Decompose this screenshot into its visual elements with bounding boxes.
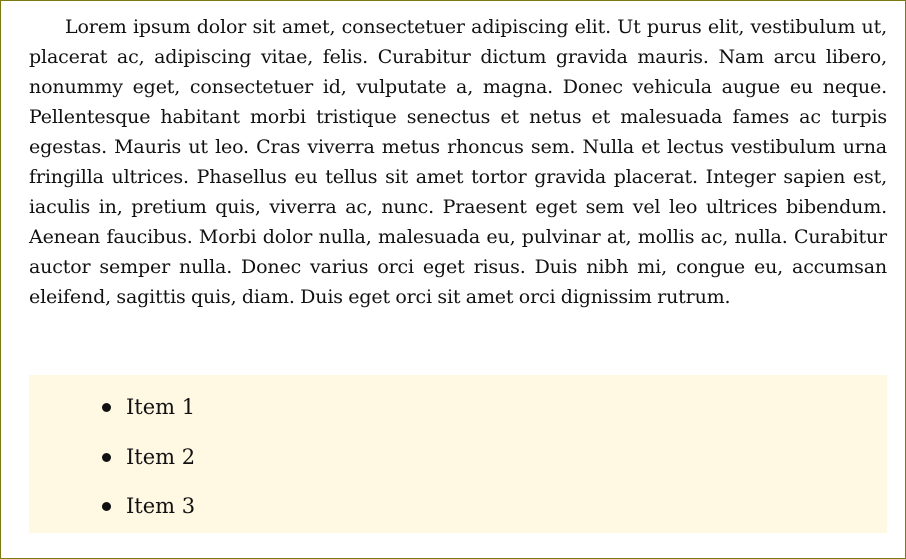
list-item-label: Item 3 <box>126 494 196 518</box>
highlighted-list-box <box>29 375 887 533</box>
bullet-icon <box>102 502 111 511</box>
list-item <box>99 443 195 471</box>
list-item-label: Item 2 <box>126 444 196 469</box>
body-paragraph: Lorem ipsum dolor sit amet, consectetuer adipiscing elit. Ut purus elit, vestibulum ut, placerat ac, adipiscing vitae, felis. Curabitur dictum gravida mauris. Nam arcu libero, nonummy eget, consectetuer id, vulputate a, magna. Donec vehicula augue eu neque. Pellentesque habitant morbi tristique senectus et netus et malesuada fames ac turpis egestas. Mauris ut leo. Cras viverra metus rhoncus sem. Nulla et lectus vestibulum urna fringilla ultrices. Phasellus eu tellus sit amet tortor gravida placerat. Integer sapien est, iaculis in, pretium quis, viverra ac, nunc. Praesent eget sem vel leo ultrices bibendum. Aenean faucibus. Morbi dolor nulla, malesuada eu, pulvinar at, mollis ac, nulla. Curabitur auctor semper nulla. Donec varius orci eget risus. Duis nibh mi, congue eu, accumsan eleifend, sagittis quis, diam. Duis eget orci sit amet orci dignissim rutrum. <box>29 16 887 308</box>
bullet-icon <box>102 453 111 462</box>
list-item <box>99 393 195 421</box>
bullet-list <box>99 393 195 542</box>
list-item-label: Item 1 <box>126 395 196 419</box>
bullet-icon <box>102 403 111 412</box>
list-item <box>99 492 195 520</box>
